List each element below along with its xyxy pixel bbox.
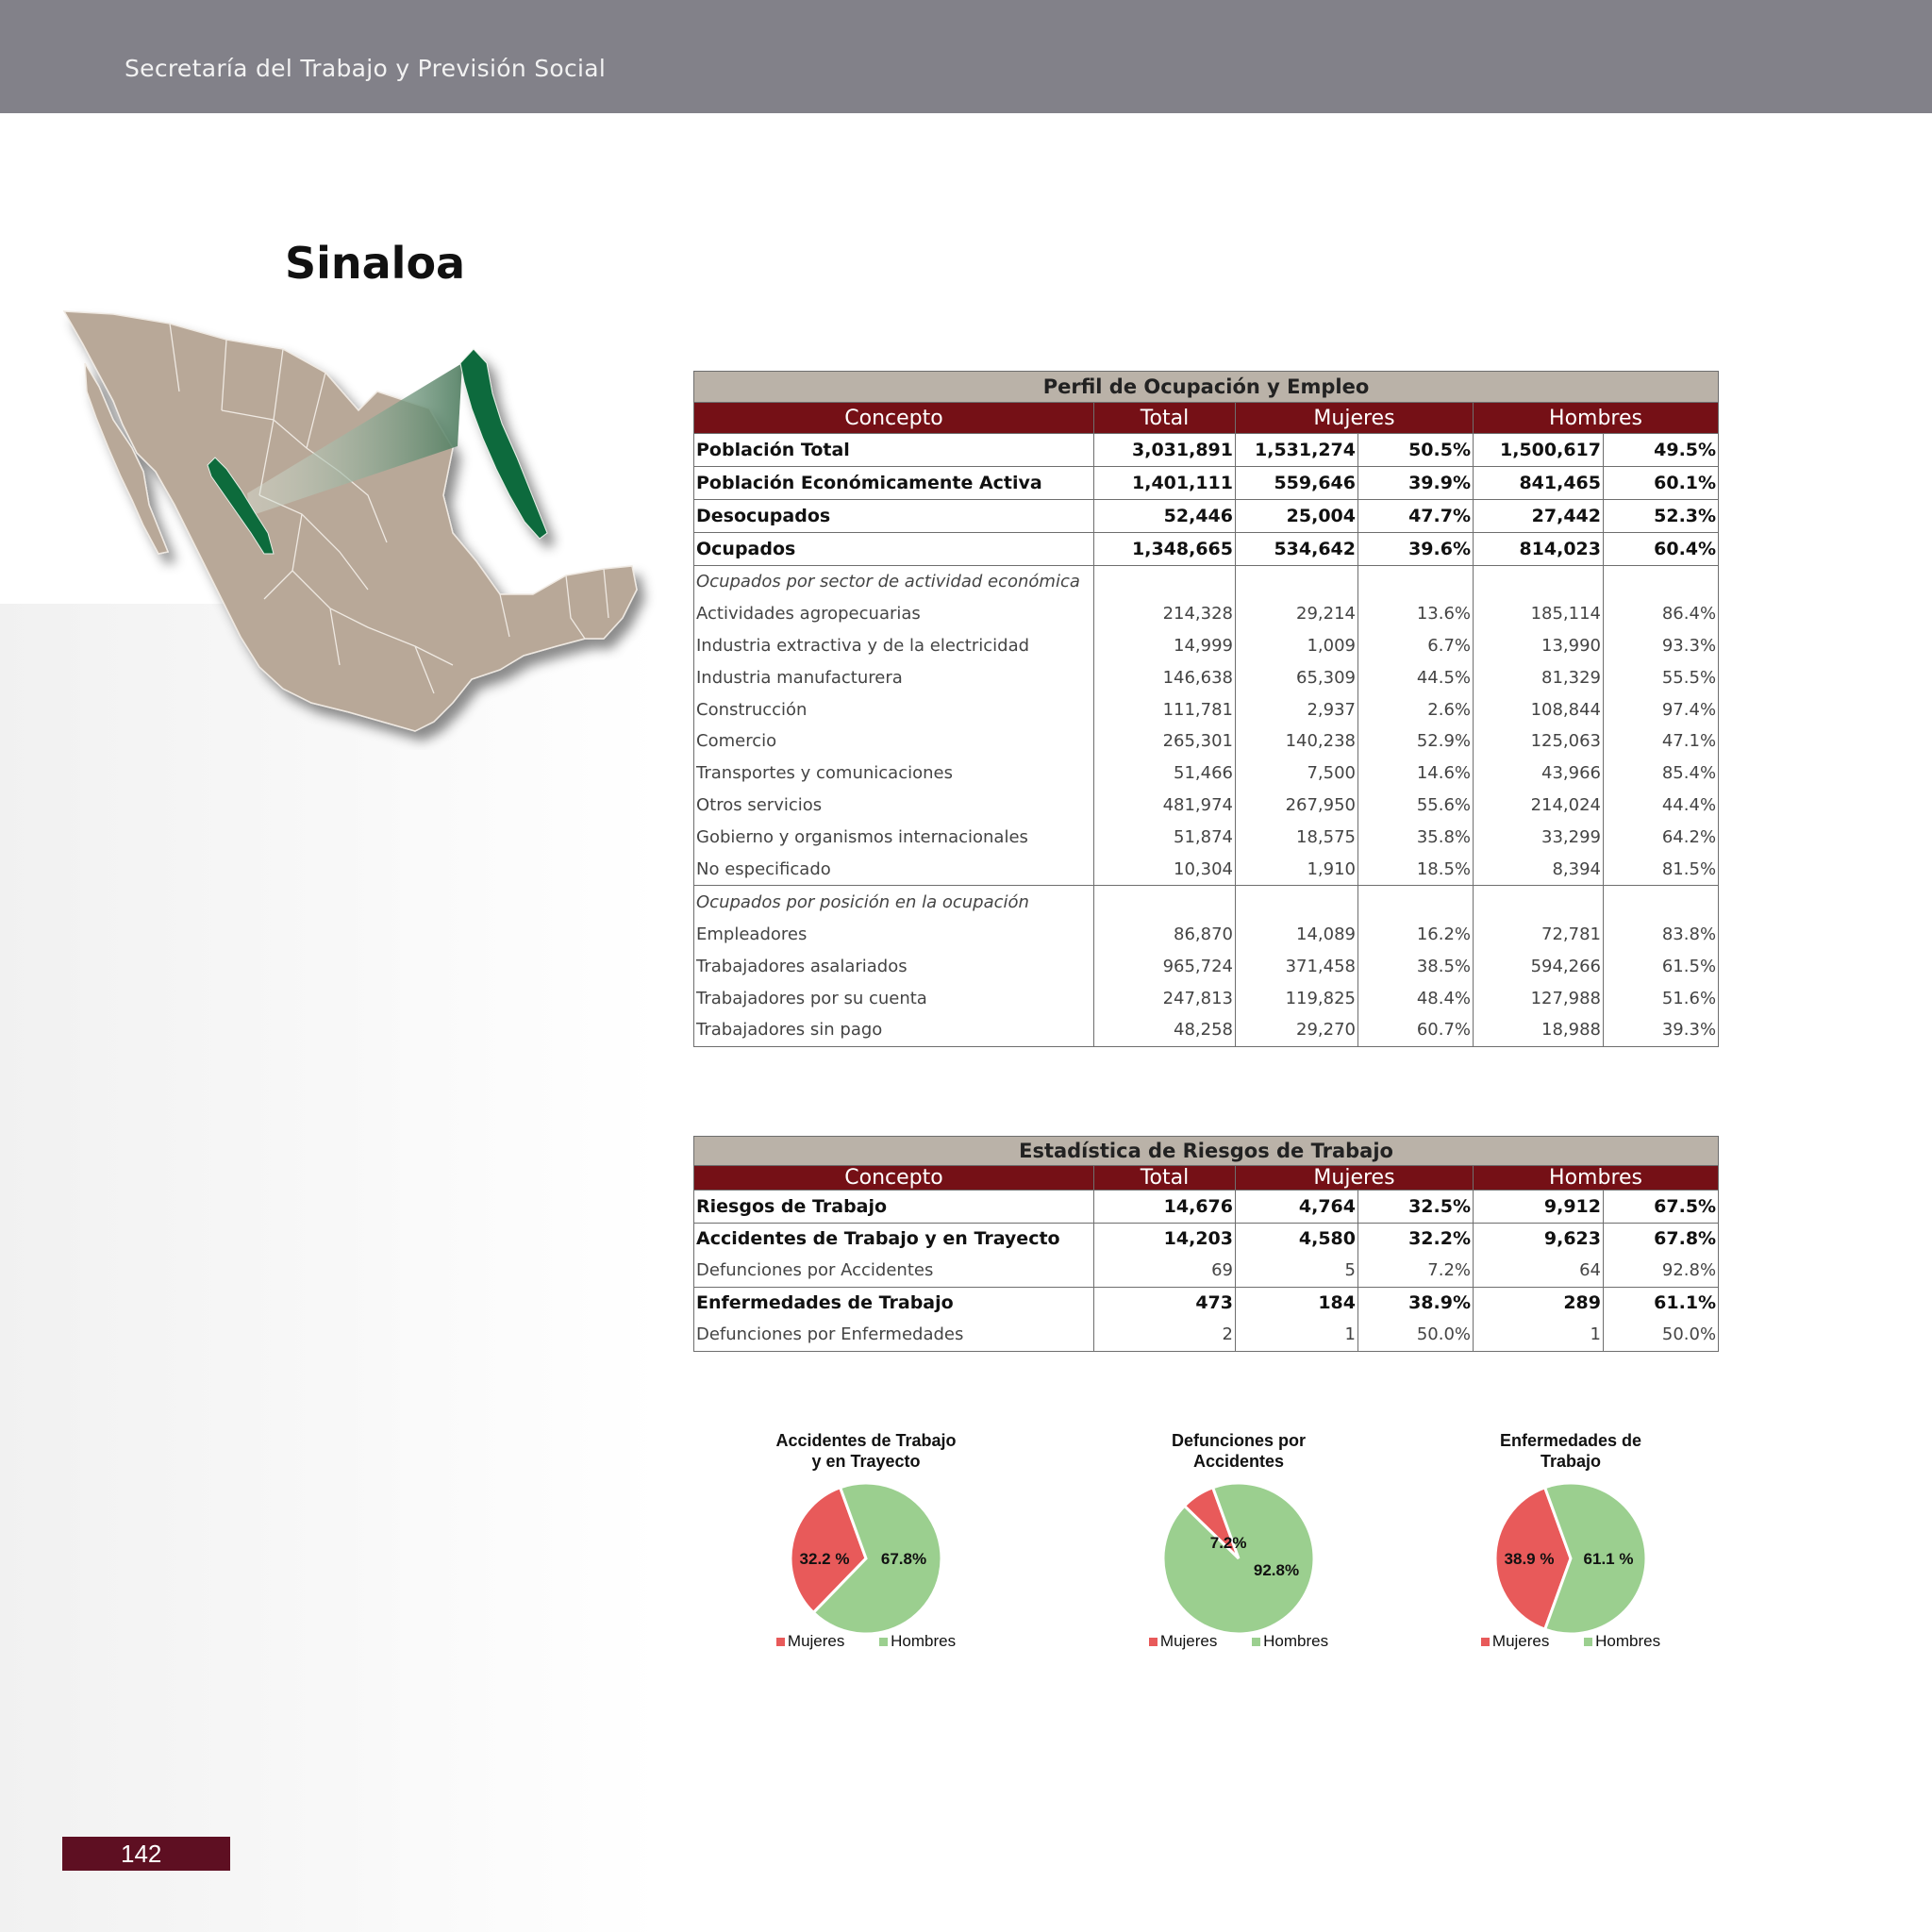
pie-title-line: y en Trayecto: [811, 1452, 921, 1471]
cell-m: 140,238: [1236, 725, 1358, 758]
cell-h: 814,023: [1474, 532, 1604, 565]
pie-svg: [1097, 1474, 1380, 1653]
cell-hp: 61.5%: [1604, 950, 1719, 982]
row-label: Transportes y comunicaciones: [694, 758, 1094, 790]
cell-h: 125,063: [1474, 725, 1604, 758]
pie-data-label: 92.8%: [1253, 1561, 1300, 1579]
table-row: [694, 693, 1719, 725]
cell-m: 7,500: [1236, 758, 1358, 790]
row-label: Enfermedades de Trabajo: [694, 1287, 1094, 1319]
cell-h: [1474, 886, 1604, 918]
table-row: [694, 790, 1719, 822]
table-row: [694, 1287, 1719, 1319]
row-label: Gobierno y organismos internacionales: [694, 822, 1094, 854]
employment-table: [693, 371, 1719, 1047]
page-number: [62, 1837, 230, 1871]
cell-mp: 13.6%: [1358, 597, 1474, 629]
row-label: Industria extractiva y de la electricidad: [694, 629, 1094, 661]
legend-item-mujeres: [1481, 1632, 1549, 1650]
row-label: Industria manufacturera: [694, 661, 1094, 693]
cell-h: 81,329: [1474, 661, 1604, 693]
cell-m: 1: [1236, 1319, 1358, 1351]
legend-item-mujeres: [1149, 1632, 1217, 1650]
cell-total: 146,638: [1094, 661, 1236, 693]
cell-total: 2: [1094, 1319, 1236, 1351]
cell-mp: 39.6%: [1358, 532, 1474, 565]
cell-m: 371,458: [1236, 950, 1358, 982]
cell-h: 185,114: [1474, 597, 1604, 629]
legend-label: Mujeres: [787, 1632, 845, 1650]
row-label: Trabajadores por su cuenta: [694, 982, 1094, 1014]
cell-h: 18,988: [1474, 1014, 1604, 1046]
cell-m: 184: [1236, 1287, 1358, 1319]
cell-mp: 60.7%: [1358, 1014, 1474, 1046]
row-label: Población Económicamente Activa: [694, 466, 1094, 499]
cell-hp: 97.4%: [1604, 693, 1719, 725]
row-label: Desocupados: [694, 499, 1094, 532]
pie-svg: [1429, 1474, 1712, 1653]
cell-h: 72,781: [1474, 918, 1604, 950]
table-row: [694, 565, 1719, 597]
row-label: Ocupados por sector de actividad económica: [694, 565, 1094, 597]
cell-hp: 67.8%: [1604, 1223, 1719, 1255]
legend-label: Hombres: [1263, 1632, 1329, 1650]
cell-m: [1236, 886, 1358, 918]
cell-total: 10,304: [1094, 854, 1236, 886]
cell-hp: 85.4%: [1604, 758, 1719, 790]
cell-mp: [1358, 565, 1474, 597]
cell-h: 127,988: [1474, 982, 1604, 1014]
col-hombres: Hombres: [1474, 1166, 1719, 1191]
pie-title-line: Defunciones por: [1171, 1431, 1306, 1450]
cell-h: 8,394: [1474, 854, 1604, 886]
row-label: Trabajadores sin pago: [694, 1014, 1094, 1046]
cell-total: 69: [1094, 1255, 1236, 1287]
table-row: [694, 597, 1719, 629]
side-background: [0, 604, 660, 1932]
cell-h: 594,266: [1474, 950, 1604, 982]
cell-mp: 18.5%: [1358, 854, 1474, 886]
table-row: [694, 918, 1719, 950]
legend-label: Mujeres: [1491, 1632, 1550, 1650]
row-label: Accidentes de Trabajo y en Trayecto: [694, 1223, 1094, 1255]
mexico-map: [57, 307, 679, 750]
cell-h: 33,299: [1474, 822, 1604, 854]
table-row: [694, 466, 1719, 499]
table-row: [694, 1014, 1719, 1046]
cell-m: 1,531,274: [1236, 434, 1358, 467]
cell-m: 29,214: [1236, 597, 1358, 629]
cell-mp: 50.0%: [1358, 1319, 1474, 1351]
table-row: [694, 982, 1719, 1014]
header-title: Secretaría del Trabajo y Previsión Social: [125, 55, 607, 82]
cell-mp: 47.7%: [1358, 499, 1474, 532]
col-mujeres: Mujeres: [1236, 1166, 1474, 1191]
cell-h: 108,844: [1474, 693, 1604, 725]
cell-total: 52,446: [1094, 499, 1236, 532]
pie-slice-hombres: [1163, 1483, 1314, 1634]
cell-h: 1,500,617: [1474, 434, 1604, 467]
table-row: [694, 725, 1719, 758]
cell-m: 5: [1236, 1255, 1358, 1287]
sinaloa-enlarged: [460, 349, 547, 539]
pie-legend: [724, 1632, 1008, 1651]
legend-item-hombres: [879, 1632, 956, 1650]
table-row: [694, 822, 1719, 854]
pie-title-line: Trabajo: [1540, 1452, 1602, 1471]
pie-title: [724, 1430, 1008, 1472]
table-row: [694, 434, 1719, 467]
table-row: [694, 1191, 1719, 1224]
cell-total: 86,870: [1094, 918, 1236, 950]
cell-mp: 44.5%: [1358, 661, 1474, 693]
cell-hp: 60.4%: [1604, 532, 1719, 565]
table-row: [694, 629, 1719, 661]
col-hombres: Hombres: [1474, 403, 1719, 434]
legend-item-mujeres: [776, 1632, 844, 1650]
cell-m: 4,764: [1236, 1191, 1358, 1224]
table-row: [694, 1223, 1719, 1255]
cell-mp: 39.9%: [1358, 466, 1474, 499]
legend-item-hombres: [1584, 1632, 1660, 1650]
row-label: Riesgos de Trabajo: [694, 1191, 1094, 1224]
risks-table-title: Estadística de Riesgos de Trabajo: [694, 1137, 1719, 1166]
cell-h: 43,966: [1474, 758, 1604, 790]
cell-h: 27,442: [1474, 499, 1604, 532]
cell-mp: 55.6%: [1358, 790, 1474, 822]
row-label: Ocupados: [694, 532, 1094, 565]
pie-title: [1097, 1430, 1380, 1472]
legend-label: Hombres: [1595, 1632, 1661, 1650]
mexico-land: [64, 311, 637, 731]
cell-m: 267,950: [1236, 790, 1358, 822]
cell-h: 9,623: [1474, 1223, 1604, 1255]
employment-table-title: Perfil de Ocupación y Empleo: [694, 372, 1719, 403]
cell-mp: 16.2%: [1358, 918, 1474, 950]
cell-total: 51,874: [1094, 822, 1236, 854]
cell-hp: 86.4%: [1604, 597, 1719, 629]
cell-mp: 38.5%: [1358, 950, 1474, 982]
pie-svg: [724, 1474, 1008, 1653]
legend-swatch-mujeres: [1481, 1638, 1490, 1646]
table-row: [694, 661, 1719, 693]
cell-total: [1094, 565, 1236, 597]
cell-h: 841,465: [1474, 466, 1604, 499]
cell-m: 559,646: [1236, 466, 1358, 499]
cell-total: 1,348,665: [1094, 532, 1236, 565]
cell-total: 965,724: [1094, 950, 1236, 982]
legend-swatch-hombres: [1584, 1638, 1592, 1646]
legend-swatch-mujeres: [776, 1638, 785, 1646]
cell-m: 29,270: [1236, 1014, 1358, 1046]
cell-hp: 93.3%: [1604, 629, 1719, 661]
cell-total: 48,258: [1094, 1014, 1236, 1046]
table-row: [694, 532, 1719, 565]
col-total: Total: [1094, 403, 1236, 434]
legend-swatch-mujeres: [1149, 1638, 1158, 1646]
cell-total: 51,466: [1094, 758, 1236, 790]
table-row: [694, 1255, 1719, 1287]
header-bar: [0, 0, 1932, 113]
cell-h: [1474, 565, 1604, 597]
cell-m: 65,309: [1236, 661, 1358, 693]
legend-item-hombres: [1252, 1632, 1328, 1650]
row-label: Defunciones por Enfermedades: [694, 1319, 1094, 1351]
row-label: Construcción: [694, 693, 1094, 725]
table-row: [694, 1319, 1719, 1351]
table-row: [694, 758, 1719, 790]
legend-label: Hombres: [891, 1632, 957, 1650]
cell-hp: 60.1%: [1604, 466, 1719, 499]
cell-h: 9,912: [1474, 1191, 1604, 1224]
cell-total: 473: [1094, 1287, 1236, 1319]
row-label: Actividades agropecuarias: [694, 597, 1094, 629]
table-row: [694, 950, 1719, 982]
table-row: [694, 854, 1719, 886]
cell-m: 1,009: [1236, 629, 1358, 661]
state-title: Sinaloa: [285, 238, 466, 289]
cell-h: 1: [1474, 1319, 1604, 1351]
cell-total: 214,328: [1094, 597, 1236, 629]
col-mujeres: Mujeres: [1236, 403, 1474, 434]
cell-total: 3,031,891: [1094, 434, 1236, 467]
legend-label: Mujeres: [1159, 1632, 1218, 1650]
pie-chart-accidentes: [724, 1426, 1008, 1662]
cell-mp: 14.6%: [1358, 758, 1474, 790]
table-row: [694, 499, 1719, 532]
cell-m: 2,937: [1236, 693, 1358, 725]
cell-m: 18,575: [1236, 822, 1358, 854]
cell-total: 247,813: [1094, 982, 1236, 1014]
pie-data-label: 7.2%: [1209, 1534, 1247, 1553]
cell-hp: 44.4%: [1604, 790, 1719, 822]
row-label: Ocupados por posición en la ocupación: [694, 886, 1094, 918]
cell-mp: 2.6%: [1358, 693, 1474, 725]
cell-hp: 50.0%: [1604, 1319, 1719, 1351]
row-label: Empleadores: [694, 918, 1094, 950]
row-label: Defunciones por Accidentes: [694, 1255, 1094, 1287]
cell-mp: 50.5%: [1358, 434, 1474, 467]
row-label: Trabajadores asalariados: [694, 950, 1094, 982]
cell-mp: 7.2%: [1358, 1255, 1474, 1287]
cell-hp: 39.3%: [1604, 1014, 1719, 1046]
cell-hp: 81.5%: [1604, 854, 1719, 886]
cell-hp: [1604, 886, 1719, 918]
cell-m: 4,580: [1236, 1223, 1358, 1255]
cell-hp: 52.3%: [1604, 499, 1719, 532]
pie-chart-enfermedades: [1429, 1426, 1712, 1662]
pie-data-label: 32.2 %: [799, 1550, 850, 1568]
pie-title: [1429, 1430, 1712, 1472]
cell-total: 14,676: [1094, 1191, 1236, 1224]
pie-data-label: 61.1 %: [1583, 1550, 1634, 1568]
cell-m: 119,825: [1236, 982, 1358, 1014]
cell-h: 13,990: [1474, 629, 1604, 661]
cell-mp: 38.9%: [1358, 1287, 1474, 1319]
cell-mp: 32.2%: [1358, 1223, 1474, 1255]
row-label: Población Total: [694, 434, 1094, 467]
cell-h: 289: [1474, 1287, 1604, 1319]
cell-total: 265,301: [1094, 725, 1236, 758]
cell-mp: 32.5%: [1358, 1191, 1474, 1224]
cell-hp: 47.1%: [1604, 725, 1719, 758]
legend-swatch-hombres: [879, 1638, 888, 1646]
cell-hp: 64.2%: [1604, 822, 1719, 854]
pie-legend: [1097, 1632, 1380, 1651]
cell-hp: 49.5%: [1604, 434, 1719, 467]
cell-m: 14,089: [1236, 918, 1358, 950]
cell-hp: [1604, 565, 1719, 597]
cell-total: 481,974: [1094, 790, 1236, 822]
cell-mp: 52.9%: [1358, 725, 1474, 758]
cell-h: 214,024: [1474, 790, 1604, 822]
cell-m: 1,910: [1236, 854, 1358, 886]
row-label: No especificado: [694, 854, 1094, 886]
pie-title-line: Accidentes de Trabajo: [775, 1431, 957, 1450]
row-label: Otros servicios: [694, 790, 1094, 822]
cell-total: 1,401,111: [1094, 466, 1236, 499]
cell-m: 25,004: [1236, 499, 1358, 532]
page-number-text: 142: [121, 1840, 162, 1868]
cell-hp: 83.8%: [1604, 918, 1719, 950]
cell-hp: 61.1%: [1604, 1287, 1719, 1319]
col-concepto: Concepto: [694, 1166, 1094, 1191]
cell-hp: 67.5%: [1604, 1191, 1719, 1224]
cell-hp: 55.5%: [1604, 661, 1719, 693]
cell-h: 64: [1474, 1255, 1604, 1287]
col-concepto: Concepto: [694, 403, 1094, 434]
cell-total: 111,781: [1094, 693, 1236, 725]
row-label: Comercio: [694, 725, 1094, 758]
cell-total: [1094, 886, 1236, 918]
pie-data-label: 67.8%: [880, 1550, 927, 1568]
risks-table: [693, 1136, 1719, 1352]
cell-m: [1236, 565, 1358, 597]
legend-swatch-hombres: [1252, 1638, 1260, 1646]
cell-mp: 35.8%: [1358, 822, 1474, 854]
cell-total: 14,999: [1094, 629, 1236, 661]
cell-hp: 51.6%: [1604, 982, 1719, 1014]
cell-mp: 6.7%: [1358, 629, 1474, 661]
table-row: [694, 886, 1719, 918]
pie-chart-defunciones: [1097, 1426, 1380, 1662]
col-total: Total: [1094, 1166, 1236, 1191]
cell-mp: 48.4%: [1358, 982, 1474, 1014]
pie-title-line: Accidentes: [1192, 1452, 1285, 1471]
pie-data-label: 38.9 %: [1504, 1550, 1555, 1568]
cell-mp: [1358, 886, 1474, 918]
pie-title-line: Enfermedades de: [1499, 1431, 1642, 1450]
cell-total: 14,203: [1094, 1223, 1236, 1255]
cell-hp: 92.8%: [1604, 1255, 1719, 1287]
pie-legend: [1429, 1632, 1712, 1651]
cell-m: 534,642: [1236, 532, 1358, 565]
